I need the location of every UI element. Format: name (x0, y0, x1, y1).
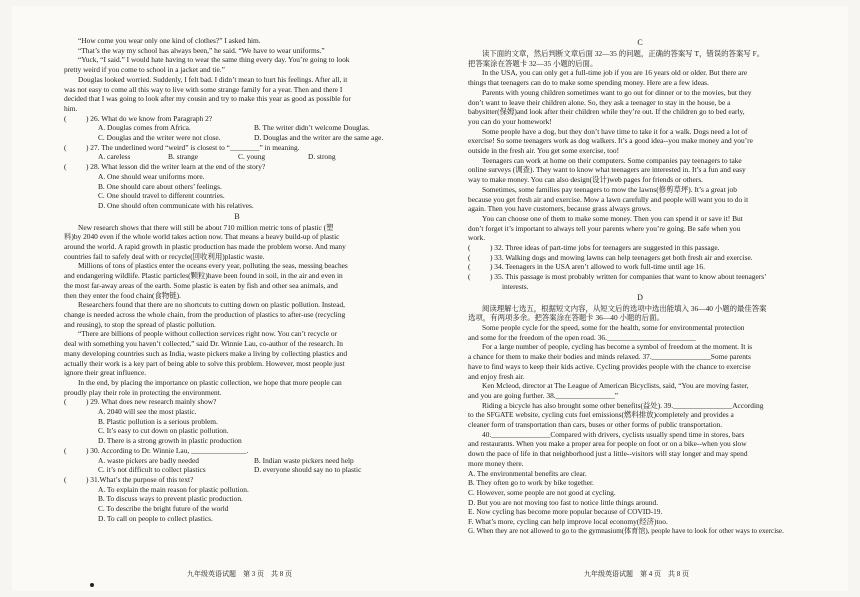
text-line: proudly play their role in protecting the environment. (64, 387, 222, 397)
question-26 (64, 114, 410, 143)
text-line: don’t want to leave their children alone. So, they ask a teenager to stay in the house, be a (468, 97, 731, 107)
text-line: him. (64, 103, 78, 113)
passage-d (468, 323, 812, 469)
instruction-line: 选项，有两项多余。把答案涂在答题卡 36—40 小题的后面。 (468, 313, 664, 323)
section-heading-b: B (234, 211, 240, 221)
question-31 (64, 475, 410, 524)
text-line: deal with something you haven’t collected,” said Dr. Winnie Lau, co-author of the research. In (64, 339, 343, 349)
tf-question-32: ) 32. Three ideas of part-time jobs for teenagers are suggested in this passage. (490, 243, 720, 253)
option-b: B. Indian waste pickers need help (254, 455, 354, 465)
text-line: down the pace of life in that neighborhood just a little--visitors will stay longer and may spend (468, 449, 748, 459)
option-c: C. young (238, 152, 266, 162)
question-30 (64, 446, 410, 475)
option-b: B. Plastic pollution is a serious problem. (98, 416, 218, 426)
answer-paren[interactable]: ( (64, 397, 67, 407)
tf-question-33: ) 33. Walking dogs and mowing lawns can help teenagers get both fresh air and exercise. (490, 252, 753, 262)
text-line: around the world. A rapid growth in plastic production has made the problem worse. And many (64, 242, 346, 252)
page-footer-right: 九年级英语试题 第 4 页 共 8 页 (584, 570, 689, 578)
option-d: D. To call on people to collect plastics. (98, 513, 213, 523)
text-line: In the end, by placing the importance on plastic collection, we hope that more people can (78, 377, 342, 387)
text-line: and endangering wildlife. Plastic particles(颗粒)have been found in soil, in the air and even in (64, 271, 343, 281)
text-line: 40.________________Compared with drivers, cyclists usually spend time in stores, bars (482, 429, 745, 439)
text-line: “There are billions of people without collection services right now. You can’t recycle or (78, 329, 338, 339)
option-a: A. careless (98, 152, 131, 162)
text-line: and restaurants. When you make a proper area for people on foot or on a bike--when you slow (468, 439, 747, 449)
scan-mark (90, 583, 94, 587)
text-line: and reusing), to stop the spread of plastic pollution. (64, 319, 216, 329)
question-text: ) 31.What’s the purpose of this text? (86, 474, 194, 484)
answer-paren[interactable]: ( (64, 474, 67, 484)
option-d: D. There is a strong growth in plastic production (98, 436, 242, 446)
option-d: D. Douglas and the writer are the same age. (254, 133, 384, 143)
text-line: Douglas looked worried. Suddenly, I felt bad. I didn’t mean to hurt his feelings. After all, it (78, 74, 348, 84)
options-d (468, 469, 812, 537)
text-line: Teenagers can work at home on their computers. Some companies pay teenagers to take (482, 155, 742, 165)
text-line: Sometimes, some families pay teenagers to mow the lawns(修剪草坪). It’s a great job (482, 184, 737, 194)
text-line: then they enter the food chain(食物链). (64, 290, 181, 300)
answer-paren[interactable]: ( (64, 113, 67, 123)
instruction-line: 阅读理解七选五，根据短文内容，从短文后的选项中选出能填入 36—40 小题的最佳答案 (482, 303, 767, 313)
option-d: D. But you are not moving too fast to notice little things around. (468, 497, 659, 507)
option-c: C. Douglas and the writer were not close. (98, 133, 221, 143)
text-line: have to find ways to keep their kids active. Cycling provides people with the chance to exercise (468, 361, 751, 371)
option-b: B. The writer didn’t welcome Douglas. (254, 123, 370, 133)
answer-paren[interactable]: ( (468, 262, 471, 272)
tf-question-35-cont: interests. (502, 281, 529, 291)
answer-paren[interactable]: ( (468, 243, 471, 253)
option-b: B. One should care about others’ feelings. (98, 181, 222, 191)
option-d: D. everyone should say no to plastic (254, 465, 362, 475)
option-d: D. One should often communicate with his relatives. (98, 200, 254, 210)
option-a: A. One should wear uniforms more. (98, 171, 205, 181)
question-29 (64, 397, 410, 446)
text-line: outside in the fresh air. You get some exercise, too! (468, 146, 620, 156)
text-line: way to make money. You can also design(设计)web pages for friends or others. (468, 175, 703, 185)
text-line: more money there. (468, 458, 524, 468)
answer-paren[interactable]: ( (64, 142, 67, 152)
text-line: Millions of tons of plastics enter the oceans every year, polluting the seas, messing beaches (78, 261, 348, 271)
instruction-line: 读下面的文章，然后判断文章后面 32—35 的问题，正确的答案写 T，错误的答案写 F。 (482, 49, 765, 58)
question-text: ) 27. The underlined word “weird” is closest to “________” in meaning. (86, 142, 300, 152)
text-line: you can do your homework! (468, 116, 552, 126)
option-a: A. 2040 will see the most plastic. (98, 407, 197, 417)
option-b: B. strange (168, 152, 198, 162)
question-text: ) 26. What do we know from Paragraph 2? (86, 113, 213, 123)
option-c: C. One should travel to different countries. (98, 191, 225, 201)
text-line: exercise! So some teenagers work as dog walkers. It’s a good idea--you make money and you’re (468, 136, 753, 146)
text-line: the most far-away areas of the earth. Some plastic is eaten by fish and other sea animals, and (64, 280, 338, 290)
option-g: G. When they are not allowed to go to the gymnasium(体育馆), people have to look for other ways to exercise. (468, 526, 784, 535)
text-line: was not easy to come all this way to live with some strange family for a year. Then and there I (64, 84, 343, 94)
text-line: online surveys (调查). They want to know what teenagers are interested in. It’s a fun and easy (468, 165, 746, 175)
question-27 (64, 143, 410, 162)
left-column (64, 6, 410, 523)
text-line: a chance for them to make their bodies and minds relaxed. 37.________________Some parents (468, 352, 751, 362)
answer-paren[interactable]: ( (468, 272, 471, 282)
option-e: E. Now cycling has become more popular because of COVID-19. (468, 507, 663, 517)
text-line: decided that I was going to look after my cousin and try to make this year as good as possible for (64, 94, 351, 104)
section-heading-d: D (637, 292, 643, 302)
option-b: B. They often go to work by bike together. (468, 478, 594, 488)
text-line: Ken Mcleod, director at The League of American Bicyclists, said, “You are moving faster, (482, 381, 749, 391)
question-text: ) 29. What does new research mainly show? (86, 397, 217, 407)
option-a: A. To explain the main reason for plastic pollution. (98, 484, 249, 494)
text-line: don’t forget it’s important to always tell your parents where you’re going. Be safe when you (468, 223, 741, 233)
true-false-questions (468, 243, 812, 292)
text-line: and you are going further. 38.________________” (468, 390, 619, 400)
answer-paren[interactable]: ( (64, 162, 67, 172)
text-line: to the SFGATE website, cycling cuts fuel emissions(燃料排放)completely and provides a (468, 410, 734, 420)
tf-question-34: ) 34. Teenagers in the USA aren’t allowed to work full-time until age 16. (490, 262, 705, 272)
question-28 (64, 162, 410, 211)
page-footer-left: 九年级英语试题 第 3 页 共 8 页 (187, 570, 292, 578)
exam-sheet (12, 6, 848, 591)
section-heading-c: C (637, 38, 643, 47)
right-column (468, 6, 812, 536)
text-line: “That’s the way my school has always been,” he said. “We have to wear uniforms.” (78, 45, 325, 55)
text-line: “How come you wear only one kind of clothes?” I asked him. (78, 36, 261, 45)
instruction-line: 把答案涂在答题卡 32—35 小题的后面。 (468, 58, 598, 68)
text-line: ignore their great influence. (64, 368, 147, 378)
text-line: again. Then you have customers, because grass always grows. (468, 204, 652, 214)
passage-a-ending (64, 36, 410, 114)
option-d: D. strong (308, 152, 336, 162)
text-line: work. (468, 233, 486, 243)
text-line: many developing countries such as India, waste pickers make a living by collecting plastics and (64, 348, 348, 358)
text-line: change is needed across the whole chain, from the production of plastics to after-use (recycling (64, 309, 346, 319)
text-line: New research shows that there will still be about 710 million metric tons of plastic (塑 (78, 222, 334, 232)
option-a: A. The environmental benefits are clear. (468, 468, 587, 478)
text-line: For a large number of people, cycling has become a symbol of freedom at the moment. It is (482, 342, 753, 352)
question-text: ) 28. What lesson did the writer learn at the end of the story? (86, 162, 266, 172)
answer-paren[interactable]: ( (64, 445, 67, 455)
text-line: because you get fresh air and exercise. Mow a lawn carefully and people will want you to do it (468, 194, 749, 204)
answer-paren[interactable]: ( (468, 252, 471, 262)
text-line: Researchers found that there are no shortcuts to cutting down on plastic pollution. Instead, (78, 300, 346, 310)
passage-b (64, 223, 410, 398)
question-text: ) 30. According to Dr. Winnie Lau, _______________. (86, 445, 249, 455)
text-line: “Yuck, “I said.” I would hate having to wear the same thing every day. You’re going to look (78, 55, 350, 65)
option-c: C. it’s not difficult to collect plastics (98, 465, 206, 475)
option-c: C. To describe the bright future of the world (98, 504, 229, 514)
text-line: Riding a bicycle has also brought some other benefits(益处). 39.________________According (482, 400, 764, 410)
text-line: Some people cycle for the speed, some for the health, some for environmental protection (482, 322, 745, 332)
text-line: You can choose one of them to make some money. Then you can spend it or save it! But (482, 213, 743, 223)
option-a: A. waste pickers are badly needed (98, 455, 199, 465)
text-line: Parents with young children sometimes want to go out for dinner or to the movies, but they (482, 87, 752, 97)
text-line: actually their work is a key part of being able to solve this problem. However, most people just (64, 358, 345, 368)
text-line: babysitter(保姆)and look after their children while they’re out. If the children go to bed early, (468, 107, 745, 117)
text-line: things that teenagers can do to make some spending money. Here are a few ideas. (468, 78, 709, 88)
text-line: cleaner form of transportation than cars, buses or other forms of public transportation. (468, 420, 723, 430)
text-line: In the USA, you can only get a full-time job if you are 16 years old or older. But there are (482, 68, 748, 78)
text-line: pretty weird if you come to school in a jacket and tie.” (64, 65, 225, 75)
text-line: 料)by 2040 even if the whole world takes action now. That means a heavy build-up of plastic (64, 232, 340, 242)
option-c: C. However, some people are not good at cycling. (468, 487, 616, 497)
text-line: and some for the freedom of the open road. 36.________________________ (468, 332, 696, 342)
text-line: and enjoy fresh air. (468, 371, 525, 381)
option-b: B. To discuss ways to prevent plastic production. (98, 494, 243, 504)
option-a: A. Douglas comes from Africa. (98, 123, 191, 133)
text-line: Some people have a dog, but they don’t have time to take it for a walk. Dogs need a lot of (482, 126, 748, 136)
option-c: C. It’s easy to cut down on plastic pollution. (98, 426, 229, 436)
passage-c (468, 68, 812, 243)
option-f: F. What’s more, cycling can help improve local economy(经济)too. (468, 517, 668, 527)
tf-question-35: ) 35. This passage is most probably written for companies that want to know about teenagers’ (490, 272, 767, 282)
text-line: countries fail to safely deal with or recycle(回收利用)plastic waste. (64, 251, 265, 261)
